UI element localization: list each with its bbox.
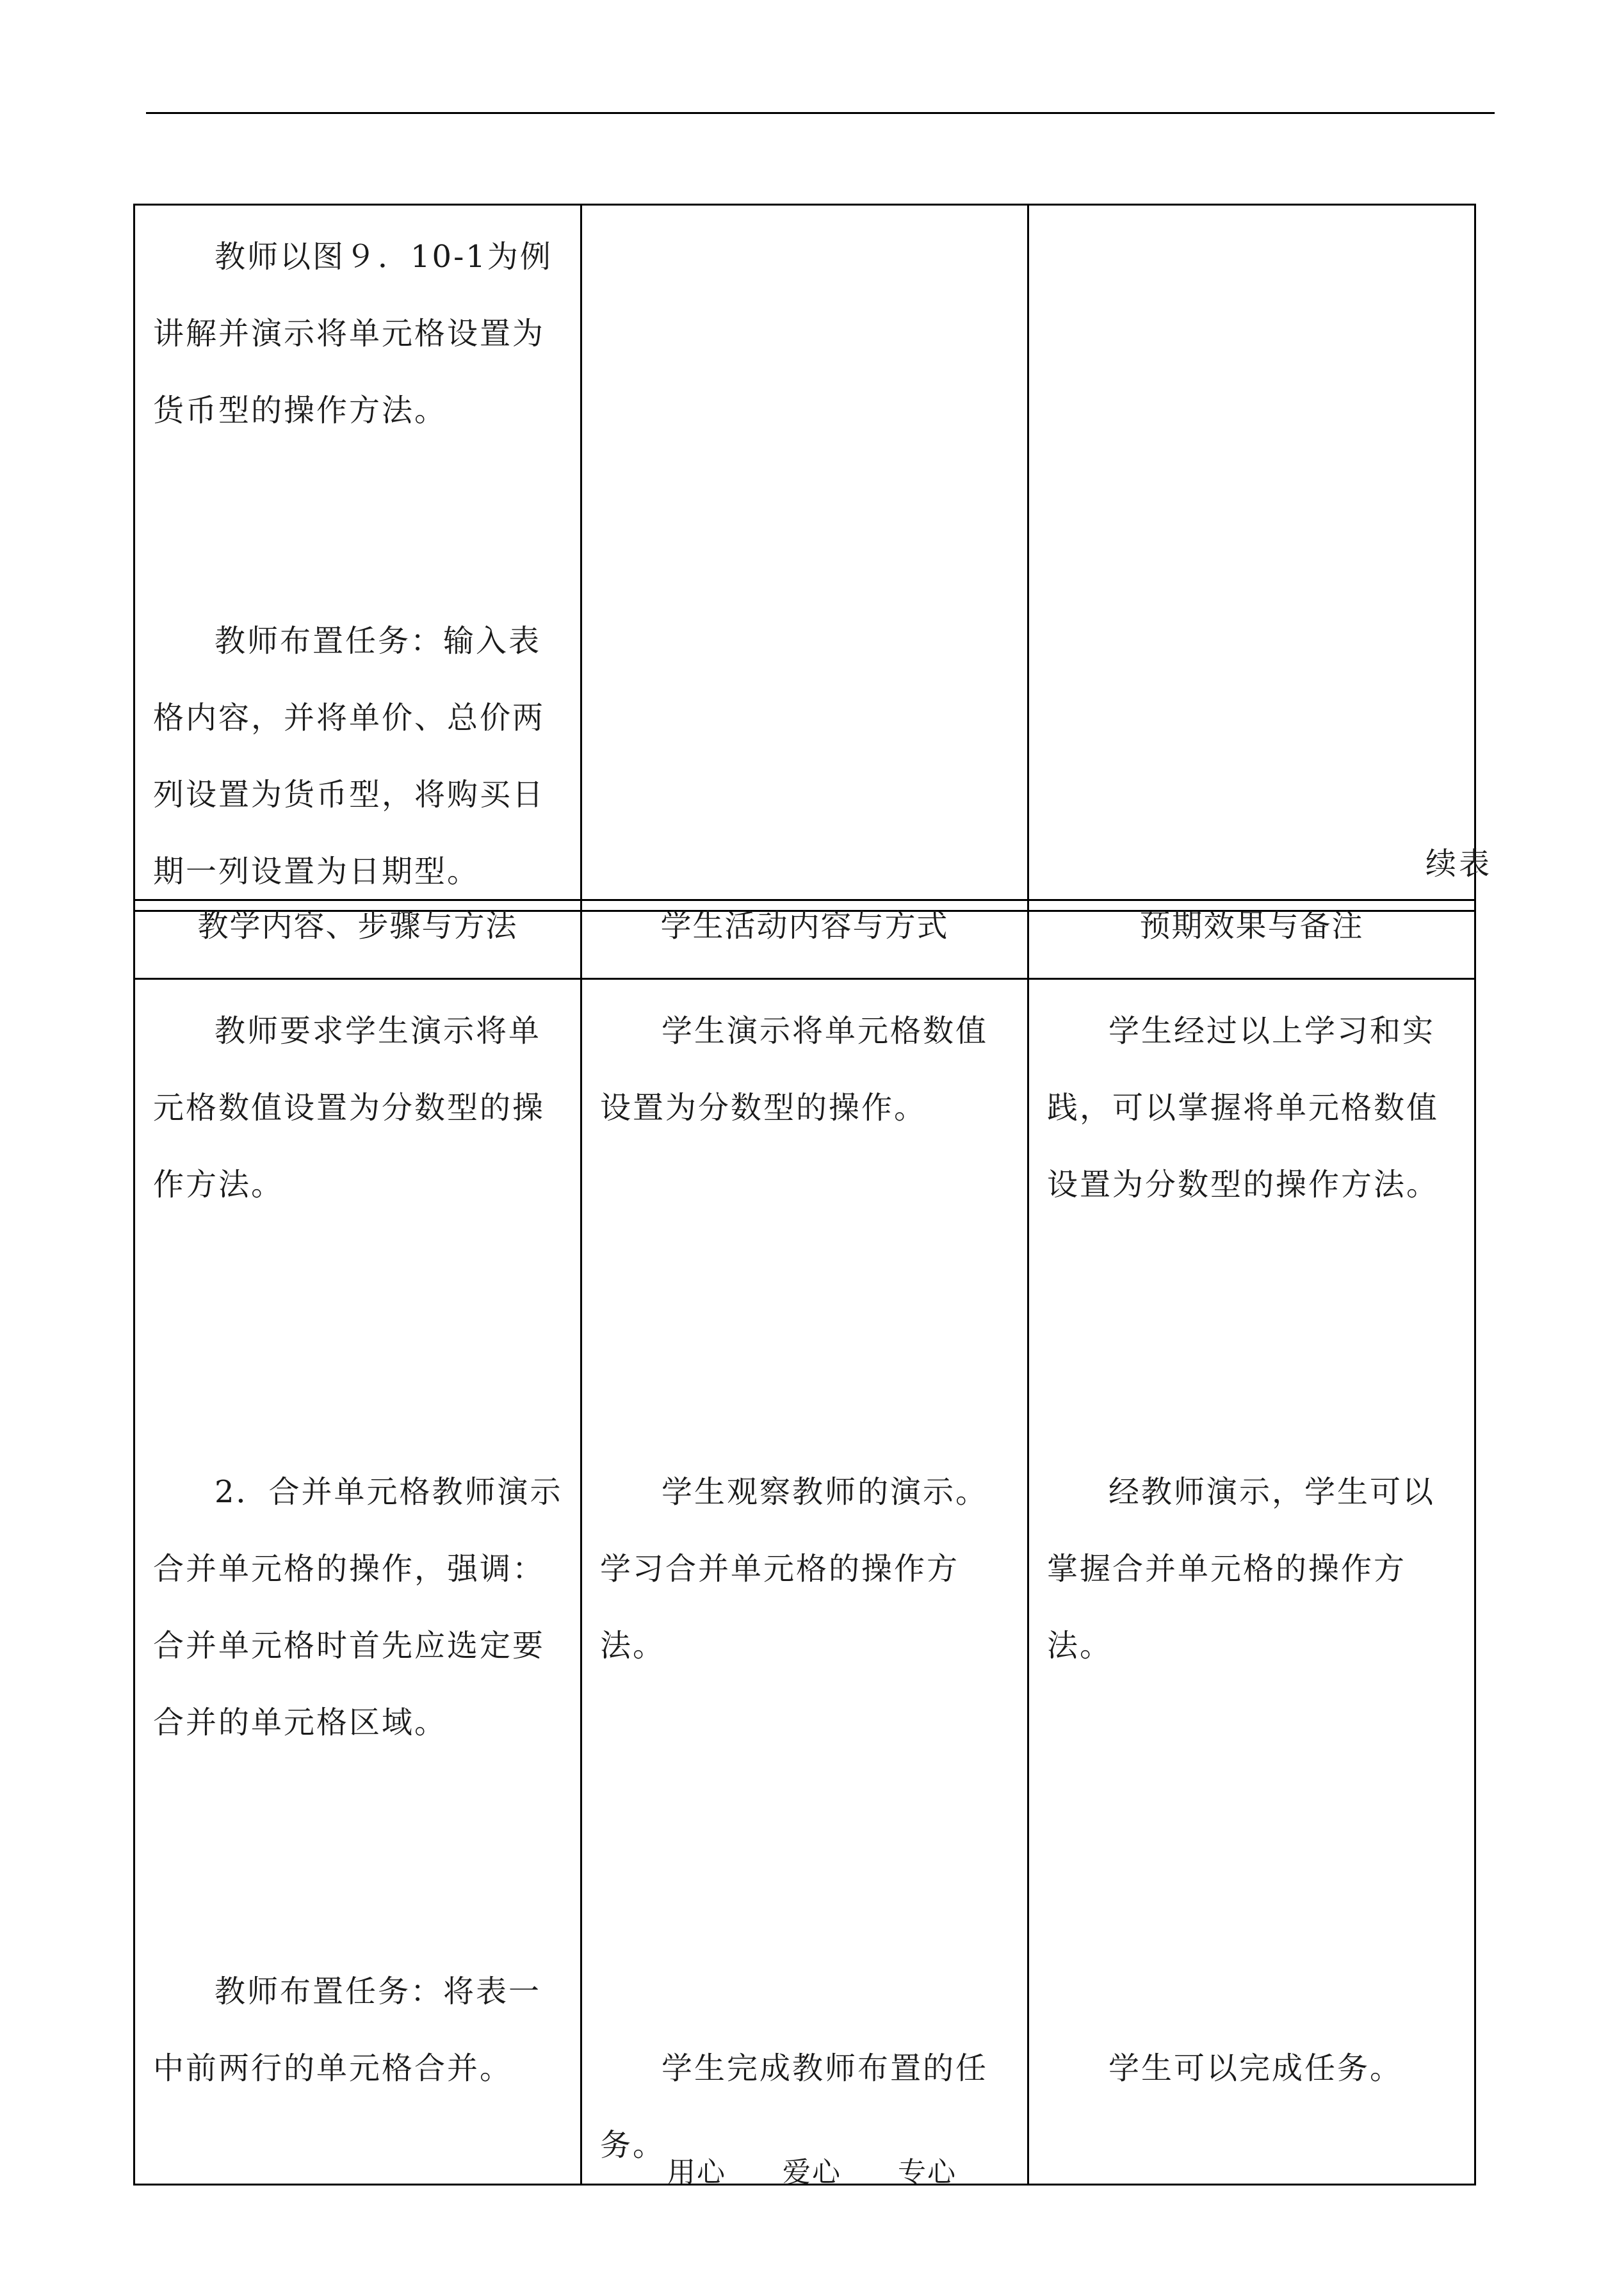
column-header-activity: 学生活动内容与方式 bbox=[581, 900, 1028, 979]
paragraph: 学生经过以上学习和实践，可以掌握将单元格数值设置为分数型的操作方法。 bbox=[1047, 1013, 1440, 1203]
header-rule bbox=[146, 112, 1495, 114]
paragraph: 教师布置任务：输入表格内容，并将单价、总价两列设置为货币型，将购买日期一列设置为日期型。 bbox=[153, 623, 546, 889]
column-header-content: 教学内容、步骤与方法 bbox=[134, 900, 581, 979]
content-cell bbox=[134, 979, 581, 2185]
footer-word: 专心 bbox=[898, 2156, 957, 2189]
paragraph: 教师布置任务：将表一中前两行的单元格合并。 bbox=[153, 1974, 542, 2086]
paragraph: 2．合并单元格教师演示合并单元格的操作，强调：合并单元格时首先应选定要合并的单元格区域。 bbox=[153, 1474, 563, 1740]
paragraph: 经教师演示，学生可以掌握合并单元格的操作方法。 bbox=[1047, 1474, 1436, 1664]
lesson-table-main bbox=[133, 899, 1476, 2186]
student-activity-cell bbox=[581, 205, 1028, 911]
student-activity-cell bbox=[581, 979, 1028, 2185]
content-cell bbox=[134, 205, 581, 911]
continued-label: 续表 bbox=[1425, 846, 1492, 882]
paragraph: 教师以图９．10-1为例讲解并演示将单元格设置为货币型的操作方法。 bbox=[153, 239, 553, 428]
paragraph: 教师要求学生演示将单元格数值设置为分数型的操作方法。 bbox=[153, 1013, 546, 1203]
expected-effect-cell bbox=[1028, 979, 1475, 2185]
lesson-table-top bbox=[133, 204, 1476, 912]
expected-effect-cell bbox=[1028, 205, 1475, 911]
page-footer bbox=[0, 2149, 1624, 2190]
table-row bbox=[134, 979, 1475, 2185]
table-header-row bbox=[134, 900, 1475, 979]
paragraph: 学生完成教师布置的任务。 bbox=[600, 2050, 989, 2163]
table-row bbox=[134, 205, 1475, 911]
paragraph: 学生可以完成任务。 bbox=[1108, 2050, 1403, 2086]
column-header-effect: 预期效果与备注 bbox=[1028, 900, 1475, 979]
paragraph: 学生观察教师的演示。学习合并单元格的操作方法。 bbox=[600, 1474, 989, 1664]
paragraph: 学生演示将单元格数值设置为分数型的操作。 bbox=[600, 1013, 989, 1126]
footer-word: 用心 bbox=[667, 2156, 726, 2189]
footer-word: 爱心 bbox=[783, 2156, 841, 2189]
